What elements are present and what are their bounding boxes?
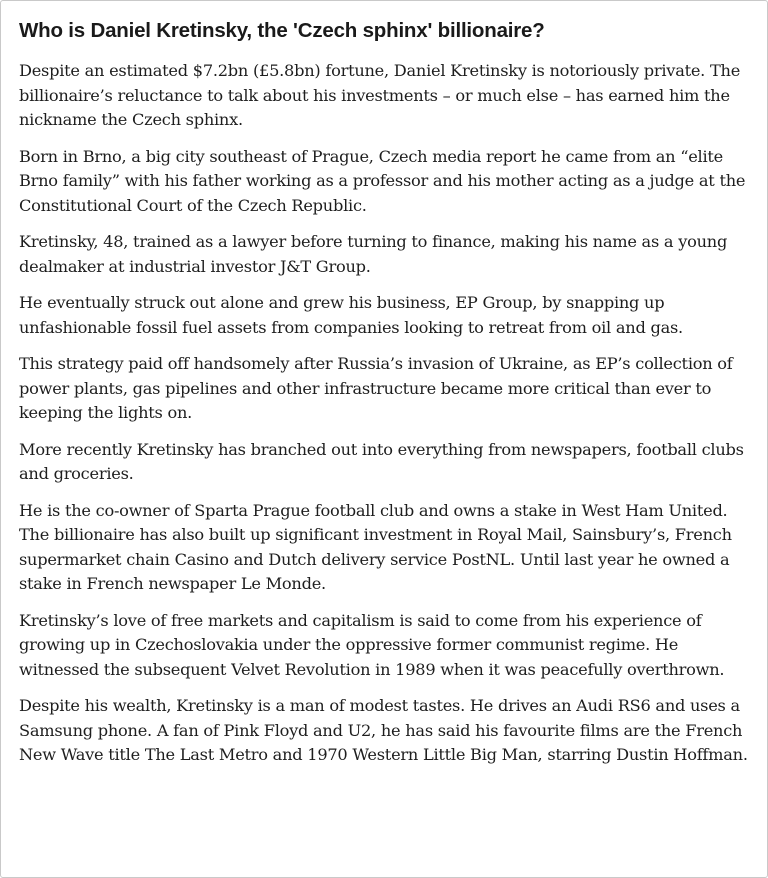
paragraph-2: Born in Brno, a big city southeast of Prague, Czech media report he came from an “elite Brno family” with his father working as a professor and his mother acting as a judge at the Constitutional Court of the Czech Republic.: [19, 146, 746, 215]
paragraph-8: Kretinsky’s love of free markets and capitalism is said to come from his experience of growing up in Czechoslovakia under the oppressive former communist regime. He witnessed the subsequent Velvet Revolution in 1989 when it was peacefully overthrown.: [19, 610, 725, 679]
paragraph-4: He eventually struck out alone and grew his business, EP Group, by snapping up unfashionable fossil fuel assets from companies looking to retreat from oil and gas.: [19, 293, 683, 337]
paragraph-9: Despite his wealth, Kretinsky is a man of modest tastes. He drives an Audi RS6 and uses a Samsung phone. A fan of Pink Floyd and U2, he has said his favourite films are the French New Wave title The Last Metro and 1970 Western Little Big Man, starring Dustin Hoffman.: [19, 696, 748, 764]
paragraph-1: Despite an estimated $7.2bn (£5.8bn) fortune, Daniel Kretinsky is notoriously private. The billionaire’s reluctance to talk about his investments – or much else – has earned him the nickname the Czech sphinx.: [19, 61, 741, 129]
paragraph-6: More recently Kretinsky has branched out into everything from newspapers, football clubs and groceries.: [19, 439, 744, 483]
paragraph-7: He is the co-owner of Sparta Prague football club and owns a stake in West Ham United. The billionaire has also built up significant investment in Royal Mail, Sainsbury’s, French supermarket chain Casino and Dutch delivery service PostNL. Until last year he owned a stake in French newspaper Le Monde.: [19, 500, 732, 593]
paragraph-5: This strategy paid off handsomely after Russia’s invasion of Ukraine, as EP’s collection of power plants, gas pipelines and other infrastructure became more critical than ever to keeping the lights on.: [19, 354, 733, 422]
article-title: Who is Daniel Kretinsky, the 'Czech sphinx' billionaire?: [19, 19, 545, 42]
article-body: [19, 59, 757, 780]
paragraph-3: Kretinsky, 48, trained as a lawyer before turning to finance, making his name as a young dealmaker at industrial investor J&T Group.: [19, 232, 728, 276]
